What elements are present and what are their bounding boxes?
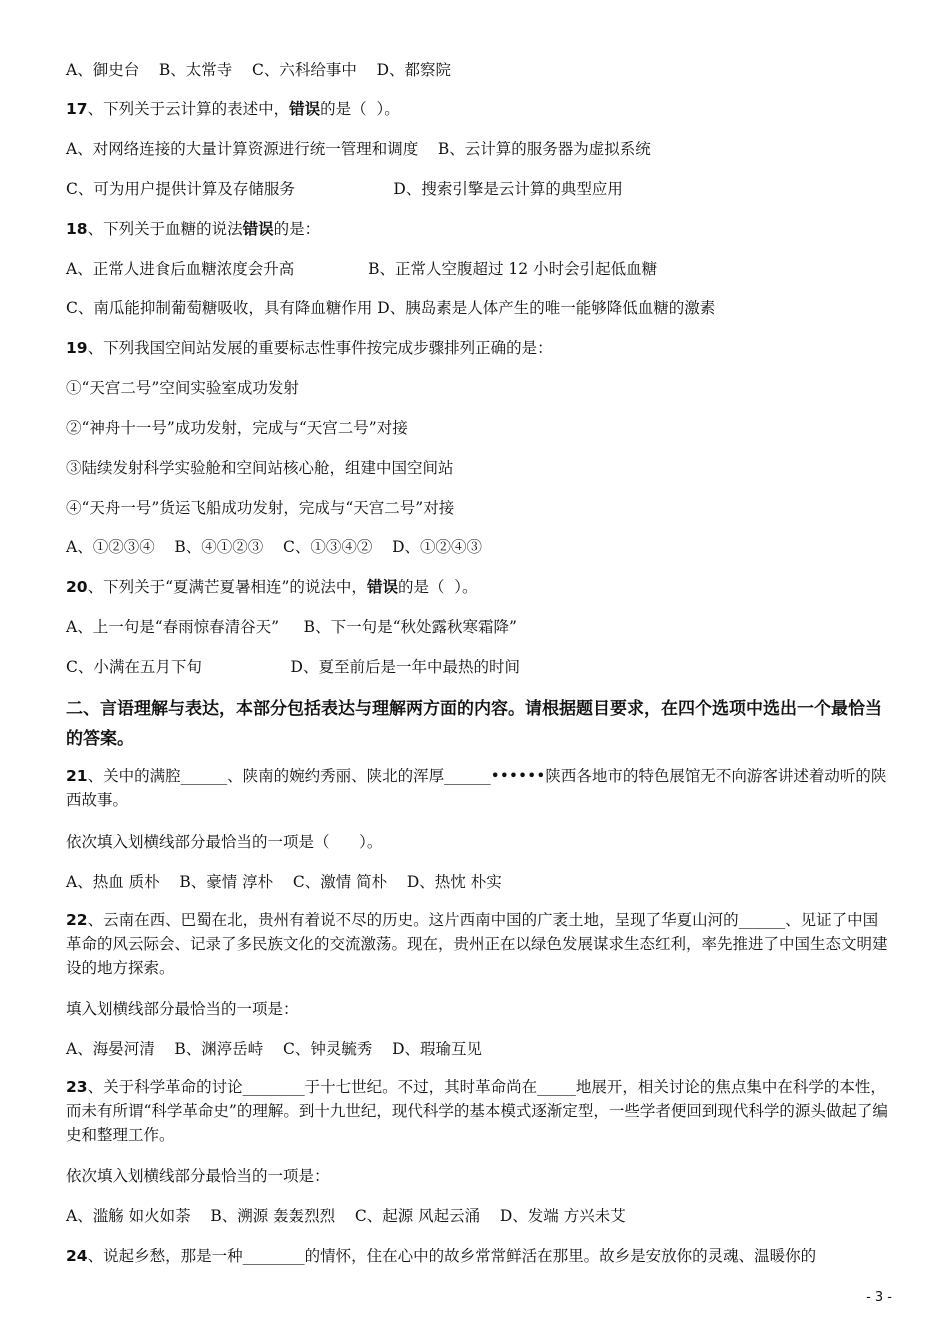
q23-stem bbox=[66, 1075, 888, 1147]
q18-post: 的是： bbox=[273, 220, 321, 238]
q21-instruction: 依次填入划横线部分最恰当的一项是（ ）。 bbox=[66, 833, 383, 851]
q18-stem bbox=[66, 219, 886, 239]
q18-options-ab: A、正常人进食后血糖浓度会升高 B、正常人空腹超过 12 小时会引起低血糖 bbox=[66, 260, 658, 278]
q21-number: 21 bbox=[66, 767, 88, 785]
q24-stem bbox=[66, 1246, 886, 1266]
q18-number: 18 bbox=[66, 220, 88, 238]
q18-pre: 、下列关于血糖的说法 bbox=[87, 220, 243, 238]
q24-number: 24 bbox=[66, 1247, 88, 1265]
q19-pre: 、下列我国空间站发展的重要标志性事件按完成步骤排列正确的是： bbox=[87, 339, 553, 357]
q19-event-1: ①“天宫二号”空间实验室成功发射 bbox=[66, 379, 299, 397]
q20-pre: 、下列关于“夏满芒夏暑相连”的说法中， bbox=[87, 578, 367, 596]
q17-pre: 、下列关于云计算的表述中， bbox=[87, 100, 290, 118]
q21-options: A、热血 质朴 B、豪情 淳朴 C、激情 简朴 D、热忱 朴实 bbox=[66, 873, 502, 891]
q19-event-3: ③陆续发射科学实验舱和空间站核心舱，组建中国空间站 bbox=[66, 459, 454, 477]
q17-options-ab: A、对网络连接的大量计算资源进行统一管理和调度 B、云计算的服务器为虚拟系统 bbox=[66, 140, 651, 158]
q21-stem bbox=[66, 764, 888, 812]
q16-options: A、御史台 B、太常寺 C、六科给事中 D、都察院 bbox=[66, 61, 451, 79]
q18-options-cd: C、南瓜能抑制葡萄糖吸收，具有降血糖作用 D、胰岛素是人体产生的唯一能够降低血糖的激素 bbox=[66, 299, 716, 317]
q17-number: 17 bbox=[66, 100, 88, 118]
section-2-heading: 二、言语理解与表达，本部分包括表达与理解两方面的内容。请根据题目要求，在四个选项中选出一个最恰当的答案。 bbox=[66, 699, 882, 749]
q19-options: A、①②③④ B、④①②③ C、①③④② D、①②④③ bbox=[66, 538, 482, 556]
q23-instruction: 依次填入划横线部分最恰当的一项是： bbox=[66, 1167, 330, 1185]
q20-post: 的是（ ）。 bbox=[397, 578, 478, 596]
q17-stem bbox=[66, 99, 886, 119]
page-number: - 3 - bbox=[866, 1290, 892, 1305]
q19-stem bbox=[66, 338, 886, 358]
q23-number: 23 bbox=[66, 1078, 88, 1096]
q22-instruction: 填入划横线部分最恰当的一项是： bbox=[66, 1000, 299, 1018]
q20-emphasis: 错误 bbox=[366, 578, 398, 596]
q19-event-4: ④“天舟一号”货运飞船成功发射，完成与“天宫二号”对接 bbox=[66, 499, 455, 517]
q24-text: 、说起乡愁，那是一种________的情怀，住在心中的故乡常常鲜活在那里。故乡是安放你的灵魂、温暖你的 bbox=[87, 1247, 817, 1265]
q19-event-2: ②“神舟十一号”成功发射，完成与“天宫二号”对接 bbox=[66, 419, 408, 437]
q17-options-cd: C、可为用户提供计算及存储服务 D、搜索引擎是云计算的典型应用 bbox=[66, 180, 623, 198]
q23-options: A、滥觞 如火如荼 B、溯源 轰轰烈烈 C、起源 风起云涌 D、发端 方兴未艾 bbox=[66, 1207, 626, 1225]
q20-number: 20 bbox=[66, 578, 88, 596]
q22-stem bbox=[66, 908, 888, 980]
q22-text: 、云南在西、巴蜀在北，贵州有着说不尽的历史。这片西南中国的广袤土地，呈现了华夏山河的______、见证了中国革命的风云际会、记录了多民族文化的交流激荡。现在，贵州正在以绿色发展谋求生态红利，率先推进了中国生态文明建设的地方探索。 bbox=[66, 911, 888, 977]
q23-text: 、关于科学革命的讨论________于十七世纪。不过，其时革命尚在_____地展开，相关讨论的焦点集中在科学的本性，而未有所谓“科学革命史”的理解。到十九世纪，现代科学的基本模式逐渐定型，一些学者便回到现代科学的源头做起了编史和整理工作。 bbox=[66, 1078, 888, 1144]
q20-options-cd: C、小满在五月下旬 D、夏至前后是一年中最热的时间 bbox=[66, 658, 520, 676]
q17-post: 的是（ ）。 bbox=[320, 100, 400, 118]
q21-text: 、关中的满腔______、陕南的婉约秀丽、陕北的浑厚______••••••陕西各地市的特色展馆无不向游客讲述着动听的陕西故事。 bbox=[66, 767, 887, 809]
q17-emphasis: 错误 bbox=[289, 100, 321, 118]
q20-options-ab: A、上一句是“春雨惊春清谷天” B、下一句是“秋处露秋寒霜降” bbox=[66, 618, 517, 636]
q19-number: 19 bbox=[66, 339, 88, 357]
q22-number: 22 bbox=[66, 911, 88, 929]
q20-stem bbox=[66, 577, 886, 597]
q22-options: A、海晏河清 B、渊渟岳峙 C、钟灵毓秀 D、瑕瑜互见 bbox=[66, 1040, 482, 1058]
q18-emphasis: 错误 bbox=[242, 220, 274, 238]
